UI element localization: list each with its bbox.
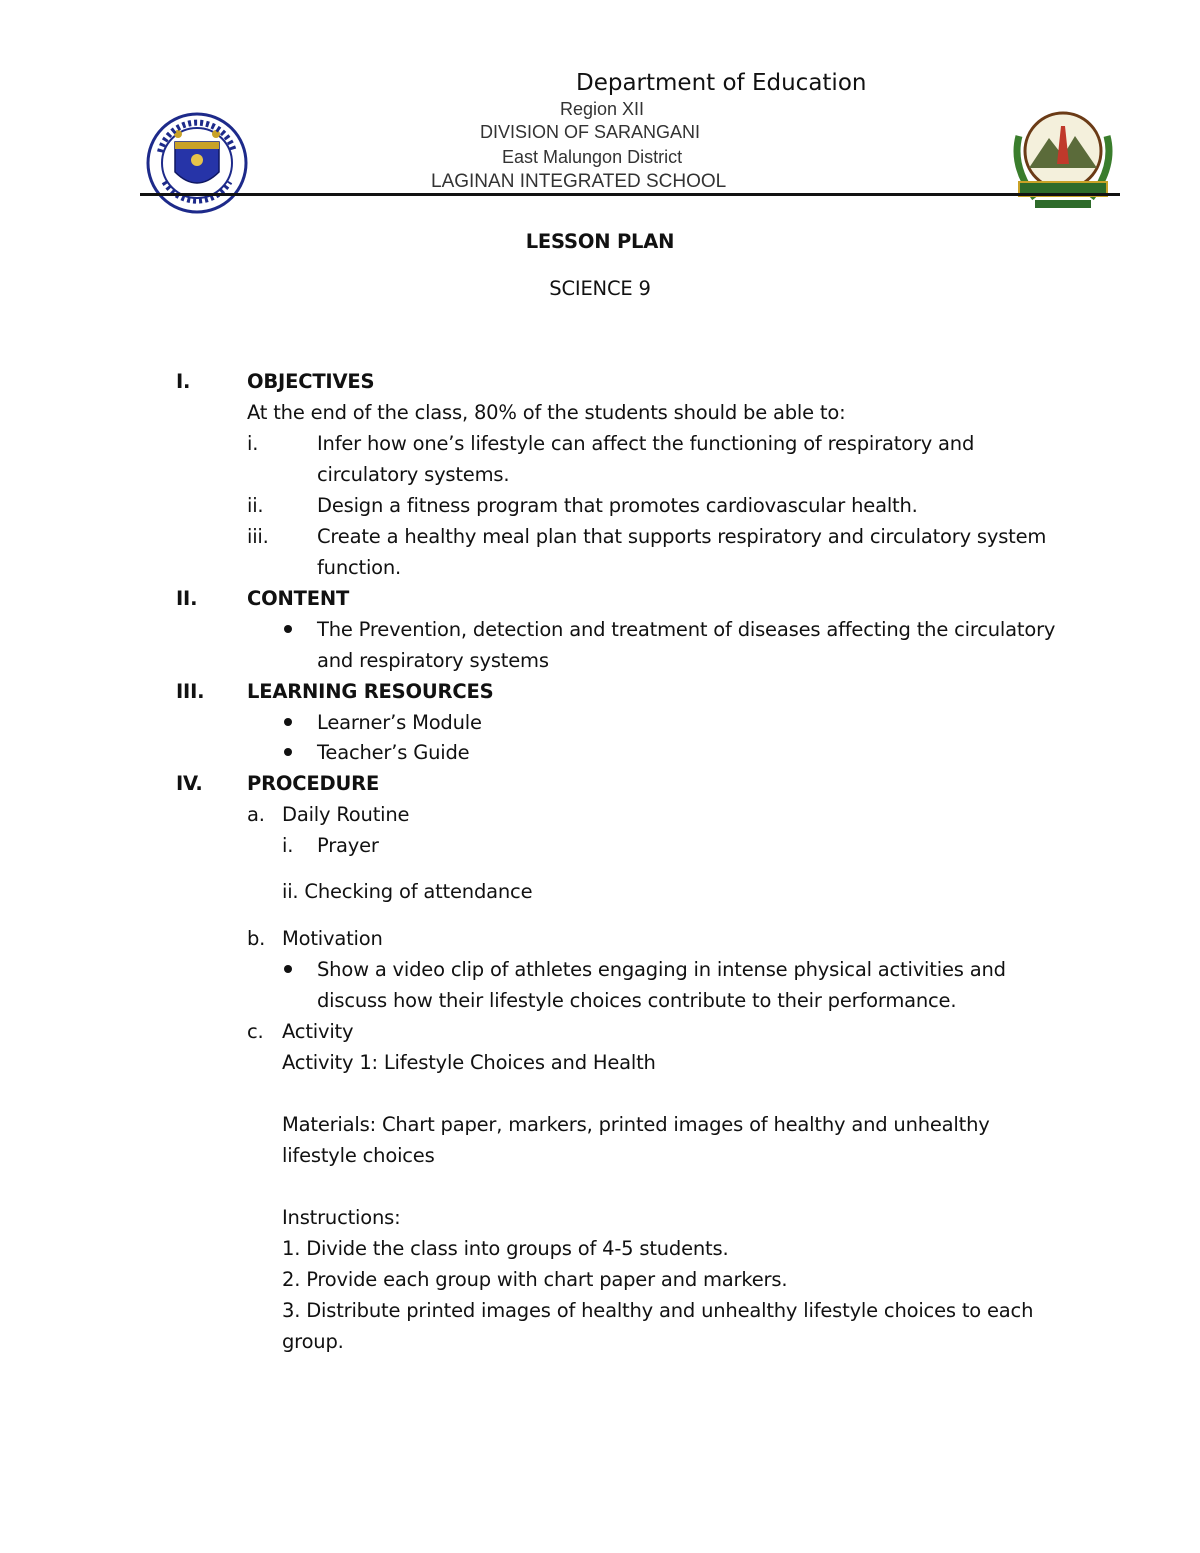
section-heading-resources: LEARNING RESOURCES [247,680,494,703]
objective-text: Create a healthy meal plan that supports respiratory and circulatory system [317,525,1047,548]
section-heading-content: CONTENT [247,587,350,610]
activity-name: Activity 1: Lifestyle Choices and Health [282,1051,656,1074]
instruction-step-cont: group. [282,1330,344,1353]
instruction-step: 1. Divide the class into groups of 4-5 students. [282,1237,729,1260]
instruction-step: 3. Distribute printed images of healthy and unhealthy lifestyle choices to each [282,1299,1034,1322]
motivation-title: Motivation [282,927,383,950]
materials-text-cont: lifestyle choices [282,1144,435,1167]
division-label: DIVISION OF SARANGANI [480,122,701,142]
bullet-icon [284,625,292,633]
content-text: The Prevention, detection and treatment of diseases affecting the circulatory [317,618,1056,641]
list-number: i. [282,834,294,857]
objective-text-cont: circulatory systems. [317,463,510,486]
deped-seal-icon [140,112,254,214]
objective-text: Design a fitness program that promotes cardiovascular health. [317,494,918,517]
list-number: i. [247,432,259,455]
materials-text: Materials: Chart paper, markers, printed images of healthy and unhealthy [282,1113,990,1136]
section-heading-objectives: OBJECTIVES [247,370,375,393]
instruction-step: 2. Provide each group with chart paper and markers. [282,1268,788,1291]
doc-title: LESSON PLAN [525,230,675,253]
section-number: III. [176,680,205,703]
bullet-icon [284,748,292,756]
section-number: II. [176,587,198,610]
resource-item: Teacher’s Guide [317,741,470,764]
deped-seal [140,112,254,214]
daily-routine-title: Daily Routine [282,803,410,826]
header-rule [140,193,1120,196]
doc-subject: SCIENCE 9 [549,277,651,300]
sub-label: b. [247,927,266,950]
district-label: East Malungon District [502,147,683,167]
school-logo-icon [1005,106,1121,214]
school-logo [1005,106,1121,214]
bullet-icon [284,965,292,973]
objectives-intro: At the end of the class, 80% of the students should be able to: [247,401,846,424]
content-text-cont: and respiratory systems [317,649,549,672]
motivation-text: Show a video clip of athletes engaging in intense physical activities and [317,958,1006,981]
sub-label: c. [247,1020,264,1043]
list-number: ii. [247,494,264,517]
section-heading-procedure: PROCEDURE [247,772,380,795]
prayer-text: Prayer [317,834,379,857]
attendance-text: ii. Checking of attendance [282,880,533,903]
motivation-text-cont: discuss how their lifestyle choices contribute to their performance. [317,989,957,1012]
activity-title: Activity [282,1020,354,1043]
resource-item: Learner’s Module [317,711,482,734]
instructions-label: Instructions: [282,1206,401,1229]
school-name: LAGINAN INTEGRATED SCHOOL [431,171,727,192]
list-number: iii. [247,525,269,548]
department-name: Department of Education [576,70,867,96]
section-number: I. [176,370,191,393]
region-label: Region XII [560,99,645,119]
objective-text: Infer how one’s lifestyle can affect the functioning of respiratory and [317,432,975,455]
bullet-icon [284,718,292,726]
section-number: IV. [176,772,203,795]
objective-text-cont: function. [317,556,402,579]
sub-label: a. [247,803,265,826]
